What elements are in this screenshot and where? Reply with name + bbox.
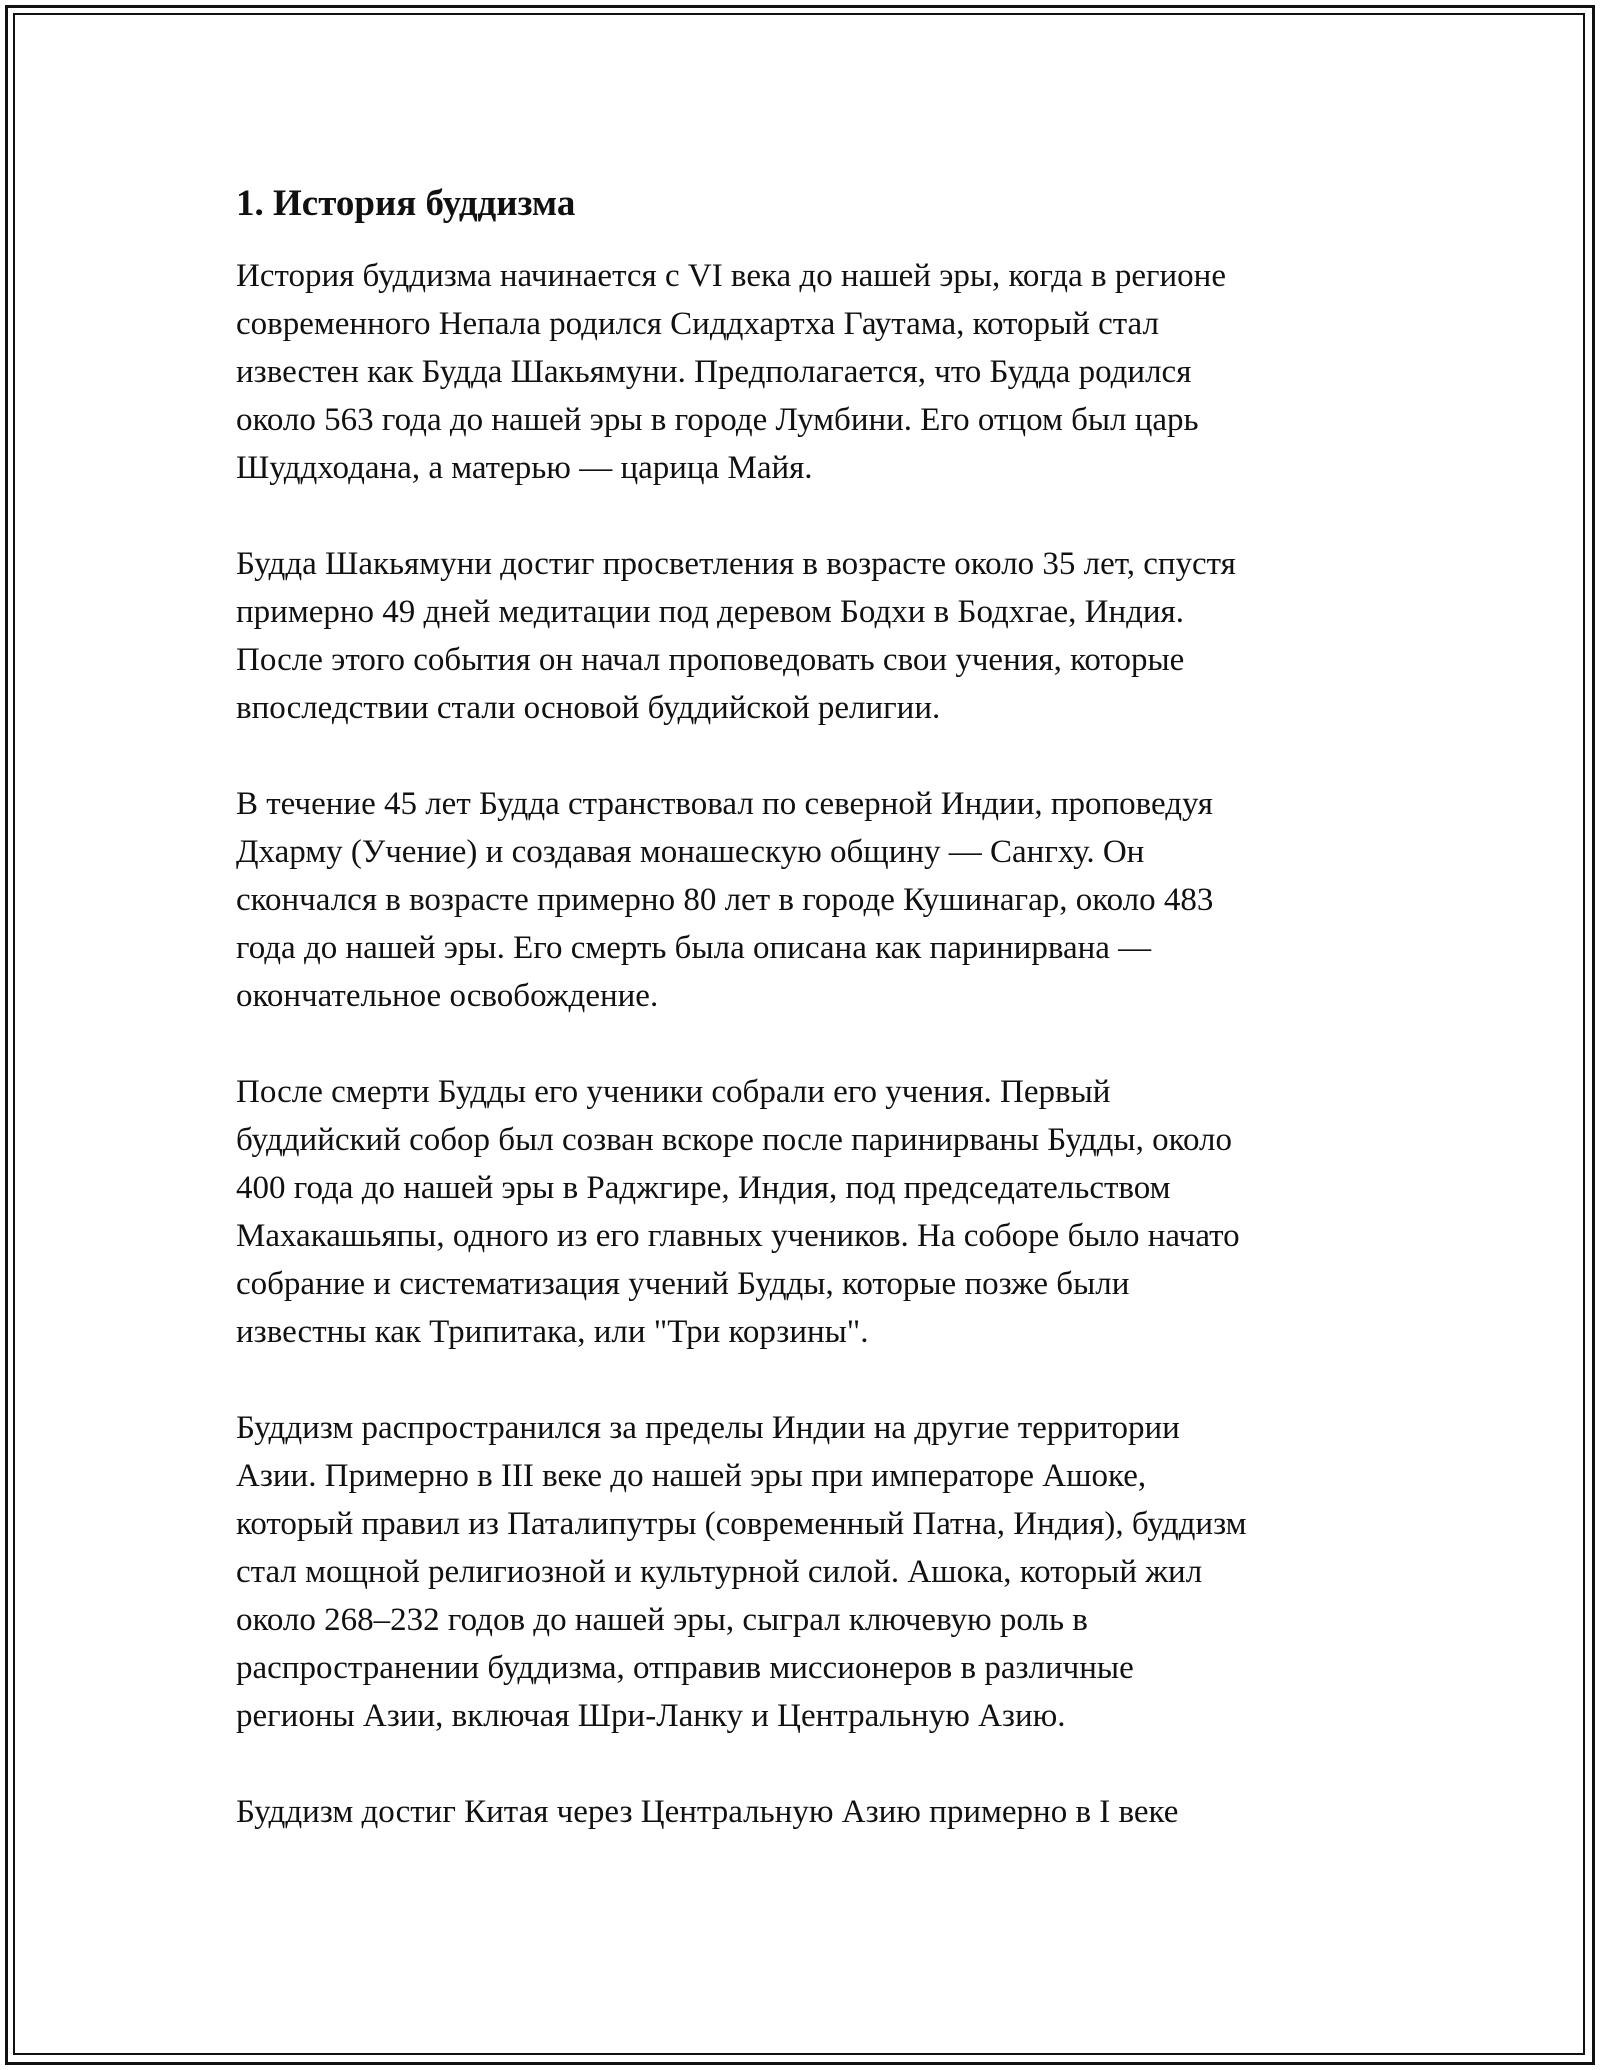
paragraph-3	[236, 780, 1386, 1020]
paragraph-2	[236, 540, 1386, 732]
document-body	[236, 180, 1386, 1836]
text-line: После смерти Будды его ученики собрали его учения. Первый	[236, 1074, 1111, 1110]
text-line: скончался в возрасте примерно 80 лет в городе Кушинагар, около 483	[236, 882, 1214, 918]
text-line: После этого события он начал проповедовать свои учения, которые	[236, 642, 1185, 678]
paragraph-gap	[236, 1356, 1386, 1404]
text-line: известен как Будда Шакьямуни. Предполагается, что Будда родился	[236, 354, 1192, 390]
text-line: Дхарму (Учение) и создавая монашескую общину — Сангху. Он	[236, 834, 1145, 870]
paragraph-6	[236, 1788, 1386, 1836]
paragraph-gap	[236, 1740, 1386, 1788]
text-line: 400 года до нашей эры в Раджгире, Индия, под председательством	[236, 1170, 1171, 1206]
text-line: современного Непала родился Сиддхартха Гаутама, который стал	[236, 306, 1159, 342]
text-line: В течение 45 лет Будда странствовал по северной Индии, проповедуя	[236, 786, 1213, 822]
text-line: Шуддходана, а матерью — царица Майя.	[236, 450, 813, 486]
text-line: который правил из Паталипутры (современный Патна, Индия), буддизм	[236, 1506, 1247, 1542]
text-line: около 563 года до нашей эры в городе Лумбини. Его отцом был царь	[236, 402, 1199, 438]
text-line: Махакашьяпы, одного из его главных учеников. На соборе было начато	[236, 1218, 1240, 1254]
paragraph-5	[236, 1404, 1386, 1740]
text-line: собрание и систематизация учений Будды, которые позже были	[236, 1266, 1130, 1302]
text-line: Азии. Примерно в III веке до нашей эры при императоре Ашоке,	[236, 1458, 1147, 1494]
text-line: стал мощной религиозной и культурной силой. Ашока, который жил	[236, 1554, 1203, 1590]
text-line: Буддизм достиг Китая через Центральную Азию примерно в I веке	[236, 1794, 1179, 1830]
paragraph-gap	[236, 1020, 1386, 1068]
paragraph-gap	[236, 492, 1386, 540]
text-line: История буддизма начинается с VI века до нашей эры, когда в регионе	[236, 258, 1226, 294]
paragraph-gap	[236, 732, 1386, 780]
text-line: известны как Трипитака, или "Три корзины".	[236, 1314, 869, 1350]
text-line: впоследствии стали основой буддийской религии.	[236, 690, 941, 726]
text-line: буддийский собор был созван вскоре после паринирваны Будды, около	[236, 1122, 1232, 1158]
text-line: Будда Шакьямуни достиг просветления в возрасте около 35 лет, спустя	[236, 546, 1236, 582]
section-heading: 1. История буддизма	[236, 183, 576, 224]
text-line: года до нашей эры. Его смерть была описана как паринирвана —	[236, 930, 1152, 966]
text-line: распространении буддизма, отправив миссионеров в различные	[236, 1650, 1134, 1686]
paragraph-1	[236, 252, 1386, 492]
text-line: окончательное освобождение.	[236, 978, 659, 1014]
text-line: Буддизм распространился за пределы Индии на другие территории	[236, 1410, 1180, 1446]
text-line: около 268–232 годов до нашей эры, сыграл ключевую роль в	[236, 1602, 1088, 1638]
text-line: регионы Азии, включая Шри-Ланку и Центральную Азию.	[236, 1698, 1066, 1734]
paragraph-4	[236, 1068, 1386, 1356]
text-line: примерно 49 дней медитации под деревом Бодхи в Бодхгае, Индия.	[236, 594, 1184, 630]
